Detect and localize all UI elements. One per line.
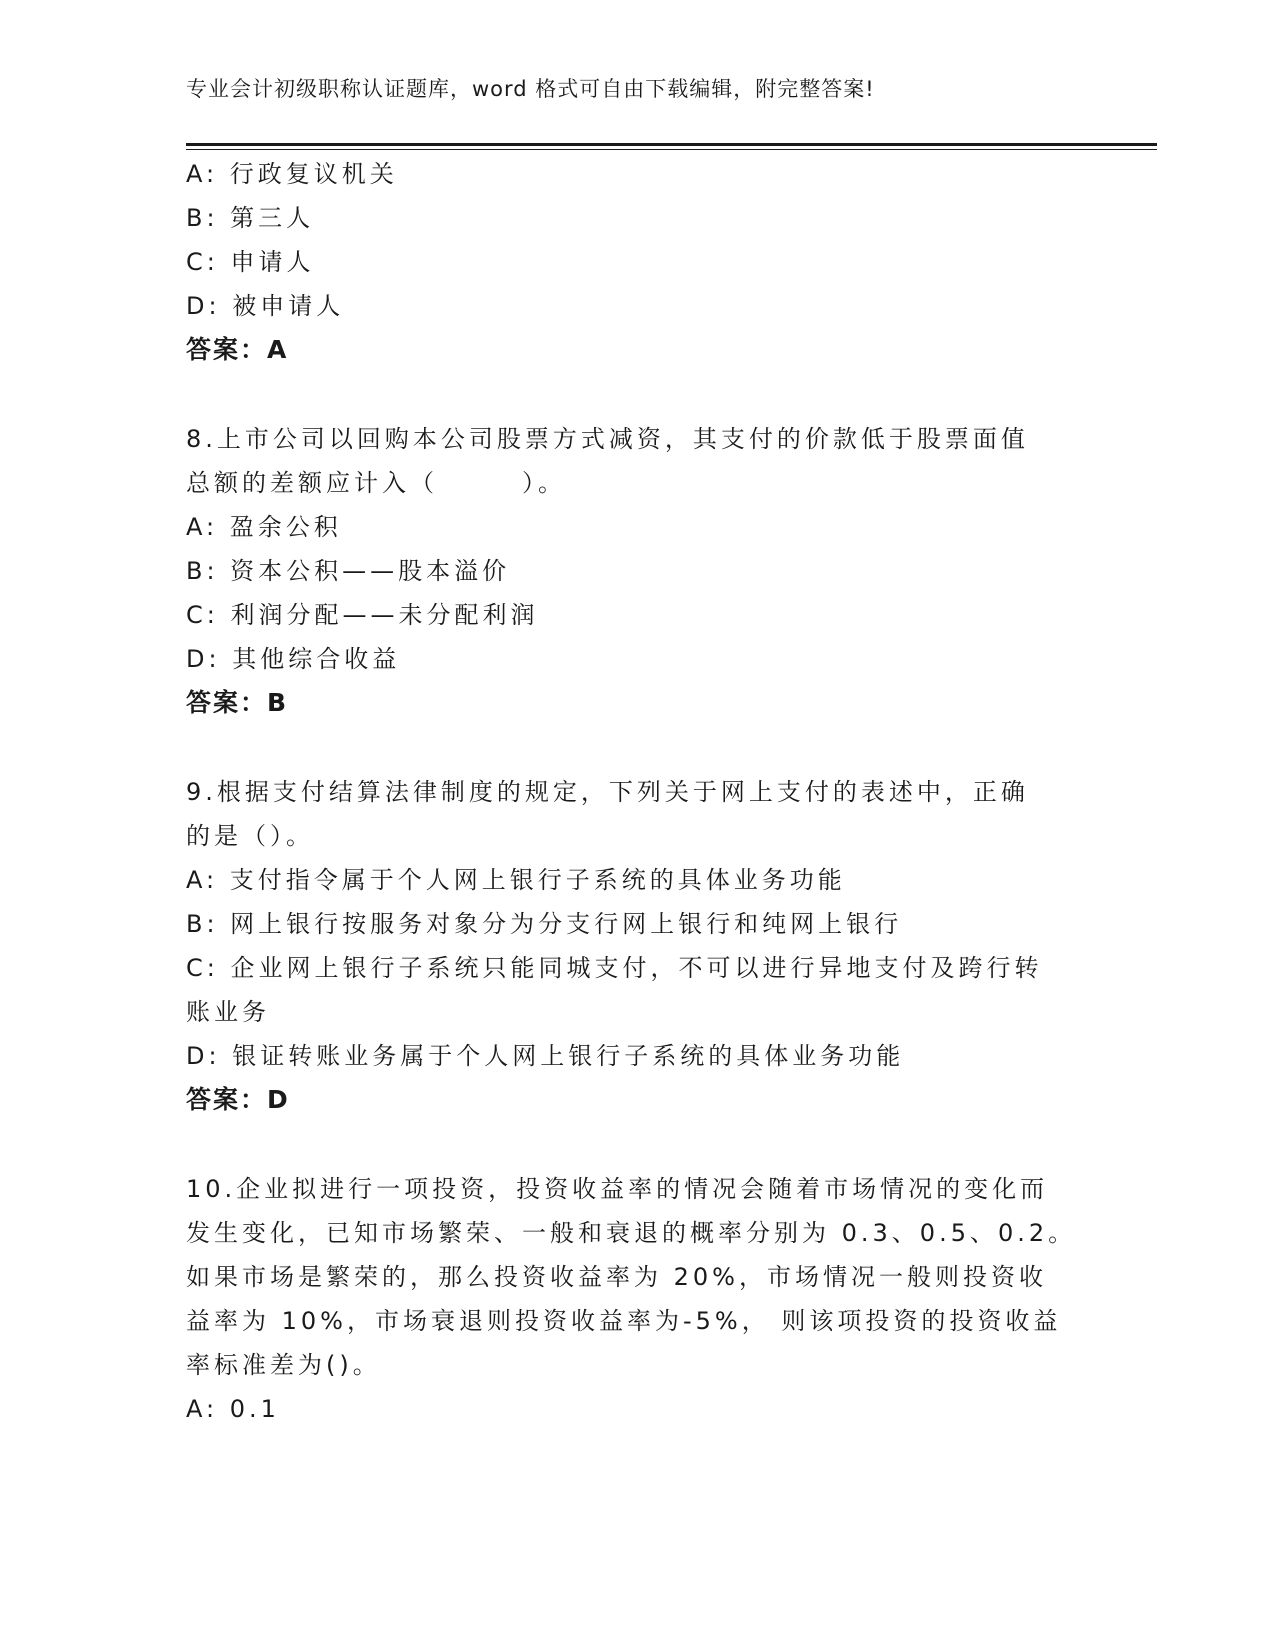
q7-option-a: A: 行政复议机关 bbox=[186, 160, 398, 188]
q7-option-c: C: 申请人 bbox=[186, 248, 315, 276]
q9-option-a: A: 支付指令属于个人网上银行子系统的具体业务功能 bbox=[186, 866, 846, 894]
q10-stem-line-3: 如果市场是繁荣的，那么投资收益率为 20%，市场情况一般则投资收 bbox=[186, 1263, 1047, 1291]
q8-option-a: A: 盈余公积 bbox=[186, 513, 342, 541]
q9-answer: 答案：D bbox=[186, 1085, 290, 1114]
header-rule-thin bbox=[186, 149, 1157, 150]
q8-stem-line-1: 8.上市公司以回购本公司股票方式减资，其支付的价款低于股票面值 bbox=[186, 425, 1029, 453]
q9-option-b: B: 网上银行按服务对象分为分支行网上银行和纯网上银行 bbox=[186, 910, 903, 938]
q7-option-d: D: 被申请人 bbox=[186, 292, 345, 320]
q9-stem-line-1: 9.根据支付结算法律制度的规定，下列关于网上支付的表述中，正确 bbox=[186, 778, 1029, 806]
page-header-text: 专业会计初级职称认证题库，word 格式可自由下载编辑，附完整答案! bbox=[186, 77, 875, 101]
q8-option-b: B: 资本公积——股本溢价 bbox=[186, 557, 511, 585]
q9-option-c: C: 企业网上银行子系统只能同城支付，不可以进行异地支付及跨行转 bbox=[186, 954, 1043, 982]
q10-stem-line-4: 益率为 10%，市场衰退则投资收益率为-5%， 则该项投资的投资收益 bbox=[186, 1307, 1062, 1335]
q9-option-c-continued: 账业务 bbox=[186, 998, 270, 1026]
q9-option-d: D: 银证转账业务属于个人网上银行子系统的具体业务功能 bbox=[186, 1042, 905, 1070]
q7-option-b: B: 第三人 bbox=[186, 204, 315, 232]
q8-stem-line-2: 总额的差额应计入（ ）。 bbox=[186, 469, 566, 497]
q8-option-c: C: 利润分配——未分配利润 bbox=[186, 601, 539, 629]
q8-answer: 答案：B bbox=[186, 688, 289, 717]
q10-stem-line-1: 10.企业拟进行一项投资，投资收益率的情况会随着市场情况的变化而 bbox=[186, 1175, 1049, 1203]
q10-stem-line-5: 率标准差为()。 bbox=[186, 1351, 381, 1379]
q9-stem-line-2: 的是（）。 bbox=[186, 822, 314, 850]
q10-option-a: A: 0.1 bbox=[186, 1395, 280, 1423]
q8-option-d: D: 其他综合收益 bbox=[186, 645, 401, 673]
q7-answer: 答案：A bbox=[186, 335, 289, 364]
q10-stem-line-2: 发生变化，已知市场繁荣、一般和衰退的概率分别为 0.3、0.5、0.2。 bbox=[186, 1219, 1077, 1247]
header-rule-thick bbox=[186, 143, 1157, 146]
